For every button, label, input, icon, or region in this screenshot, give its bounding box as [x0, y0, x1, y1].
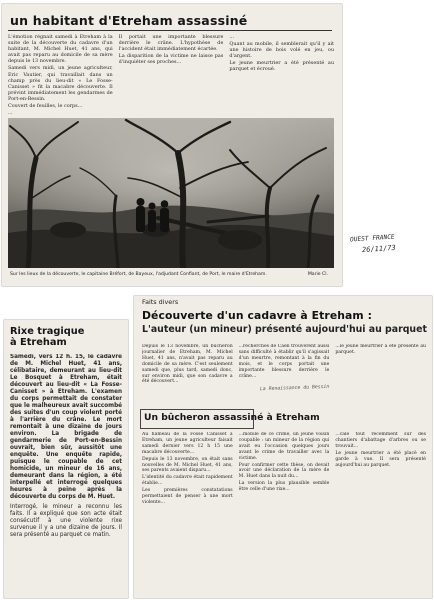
article-column: [229, 34, 334, 116]
article-paragraph: La version la plus plausible semble être celle d'une rixe...: [238, 481, 330, 493]
clipping-top-headline: un habitant d'Etreham assassiné: [10, 13, 248, 28]
article-column: [142, 344, 233, 406]
article-paragraph: L'identité du cadavre était rapidement établie...: [142, 475, 233, 487]
photo-caption: Sur les lieux de la découverte, le capitaine Bréfort, de Bayeux, l'adjudant Confiant, de Port, le maire d'Etreham.: [10, 272, 267, 277]
article-paragraph: ...recherches de Caen trouvèrent aussi sans difficulté à établir qu'il s'agissait d'un meurtre, remontant à la fin du mois, et le corps portait une importante blessure derrière le crâne...: [238, 344, 330, 379]
article-paragraph: Quant au mobile, il semblerait qu'il y ait une histoire de bois volé en jeu, ou d'argent.: [229, 41, 335, 60]
article-paragraph: ...mobile de ce crime, un jeune voisin coupable : un mineur de la région qui avait eu l'occasion quelques jours avant le crime de travailler avec la victime.: [238, 432, 330, 461]
article-paragraph: Le jeune meurtrier a été présenté au parquet et écroué.: [229, 60, 335, 73]
newspaper-photo: [8, 118, 334, 268]
clipping-left: [4, 320, 128, 598]
clipping-top-columns: [8, 34, 334, 116]
headline-rule: [8, 30, 332, 31]
article-column: [142, 432, 233, 592]
article-paragraph: ...: [229, 34, 235, 40]
article-column: [335, 432, 426, 592]
article-paragraph: Le jeune meurtrier a été placé en garde à vue. Il sera présenté aujourd'hui au parquet.: [335, 450, 427, 468]
clipping-left-body: [10, 354, 122, 594]
article-paragraph: ...: [8, 110, 13, 116]
handwritten-source-note: OUEST FRANCE: [349, 233, 395, 244]
article-column: [119, 34, 224, 116]
woodland-photo-svg: [8, 118, 334, 268]
clipping-top: [2, 4, 342, 286]
article-paragraph: ...cale tout récemment sur des chantiers d'abattage d'arbres ou se trouvait...: [335, 432, 427, 449]
article-paragraph: L'émotion régnait samedi à Etreham à la suite de la découverte du cadavre d'un habitant, M. Michel Huet, 41 ans, qui avait pas reparu au domicile de sa mère depuis le 13 novembre.: [8, 34, 113, 65]
article-column: [239, 344, 330, 406]
article-paragraph: Couvert de feuilles, le corps...: [8, 103, 83, 110]
clipping-main: [134, 296, 432, 598]
clipping-left-headline: [10, 326, 124, 348]
article-paragraph: La disparition de la victime ne laisse pas d'inquiéter ses proches...: [118, 53, 224, 66]
clipping-main-headline: Découverte d'un cadavre à Etreham :: [142, 309, 373, 322]
headline-line: Rixe tragique: [10, 326, 85, 337]
article-column: [335, 344, 426, 406]
clipping-main-subheadline: L'auteur (un mineur) présenté aujourd'hui au parquet: [142, 324, 427, 335]
article-paragraph: ...le jeune meurtrier a été présenté au parquet.: [335, 344, 427, 355]
article-paragraph: Il portait une importante blessure derrière le crâne. L'hypothèse de l'accident était immédiatement écartée.: [118, 34, 224, 53]
article-paragraph: Depuis le 13 novembre, on était sans nouvelles de M. Michel Huet, 41 ans, ses parents avaient disparu...: [142, 456, 233, 474]
section-label: Faits divers: [142, 298, 179, 306]
clipping-inner-headline: Un bûcheron assassiné à Etreham: [144, 412, 320, 423]
article-column: [8, 34, 113, 116]
headline-line: à Etreham: [10, 337, 67, 348]
article-paragraph: Les premières constatations permettaient de penser à une mort violente...: [142, 488, 233, 505]
clipping-main-columns: [142, 344, 426, 406]
article-paragraph: Samedi vers midi, un jeune agriculteur, Eric Vautier, qui travaillait dans un champ près du lieu-dit « Le Fosse-Canisset » fit la macabre découverte. Il prévint immédiatement les gendarmes de Port-en-Bessin.: [8, 65, 113, 102]
article-column: [239, 432, 330, 592]
clipping-inner-columns: [142, 432, 426, 592]
article-paragraph: Interrogé, le mineur a reconnu les faits. Il a expliqué que son acte était consécutif à une violente rixe survenue il y a une dizaine de jours. Il sera présenté au parquet ce matin.: [10, 504, 122, 538]
article-paragraph: Samedi, vers 12 h. 15, le cadavre de M. Michel Huet, 41 ans, célibataire, demeurant au lieu-dit Le Bosquet à Etreham, était découvert au lieu-dit « La Fosse-Canisset » à Etreham. L'examen du corps permettait de constater que le malheureux avait succombé des suites d'un coup violent porté à l'arrière du crâne. Le mort remontait à une dizaine de jours environ. La brigade de gendarmerie de Port-en-Bessin ouvrait, bien sûr, aussitôt une enquête. Une enquête rapide, puisque le coupable de cet homicide, un mineur de 16 ans, demeurant dans la région, a été interpellé et interrogé quelques heures à peine après la découverte du corps de M. Huet.: [10, 354, 122, 500]
handwritten-date-note: 26/11/73: [361, 243, 396, 255]
article-paragraph: Au hameau de la Fosse Canisset à Etreham, un jeune agriculteur faisait samedi dernier vers 12 h 15 une macabre découverte...: [142, 432, 233, 455]
handwritten-publication-note: La Renaissance du Bessin: [259, 384, 330, 393]
photo-credit: Marie Cl.: [307, 272, 328, 277]
article-paragraph: Pour confirmer cette thèse, on devait avoir une déclaration de la mère de M. Huet dans la nuit du...: [238, 462, 330, 480]
article-paragraph: Depuis le 13 novembre, un bûcheron journalier de Etreham, M. Michel Huet, 41 ans, n'avait pas reparu au domicile de sa mère. C'est seulement samedi que, plus tard, samedi donc, sur environ midi, que son cadavre a été découvert...: [142, 344, 233, 385]
